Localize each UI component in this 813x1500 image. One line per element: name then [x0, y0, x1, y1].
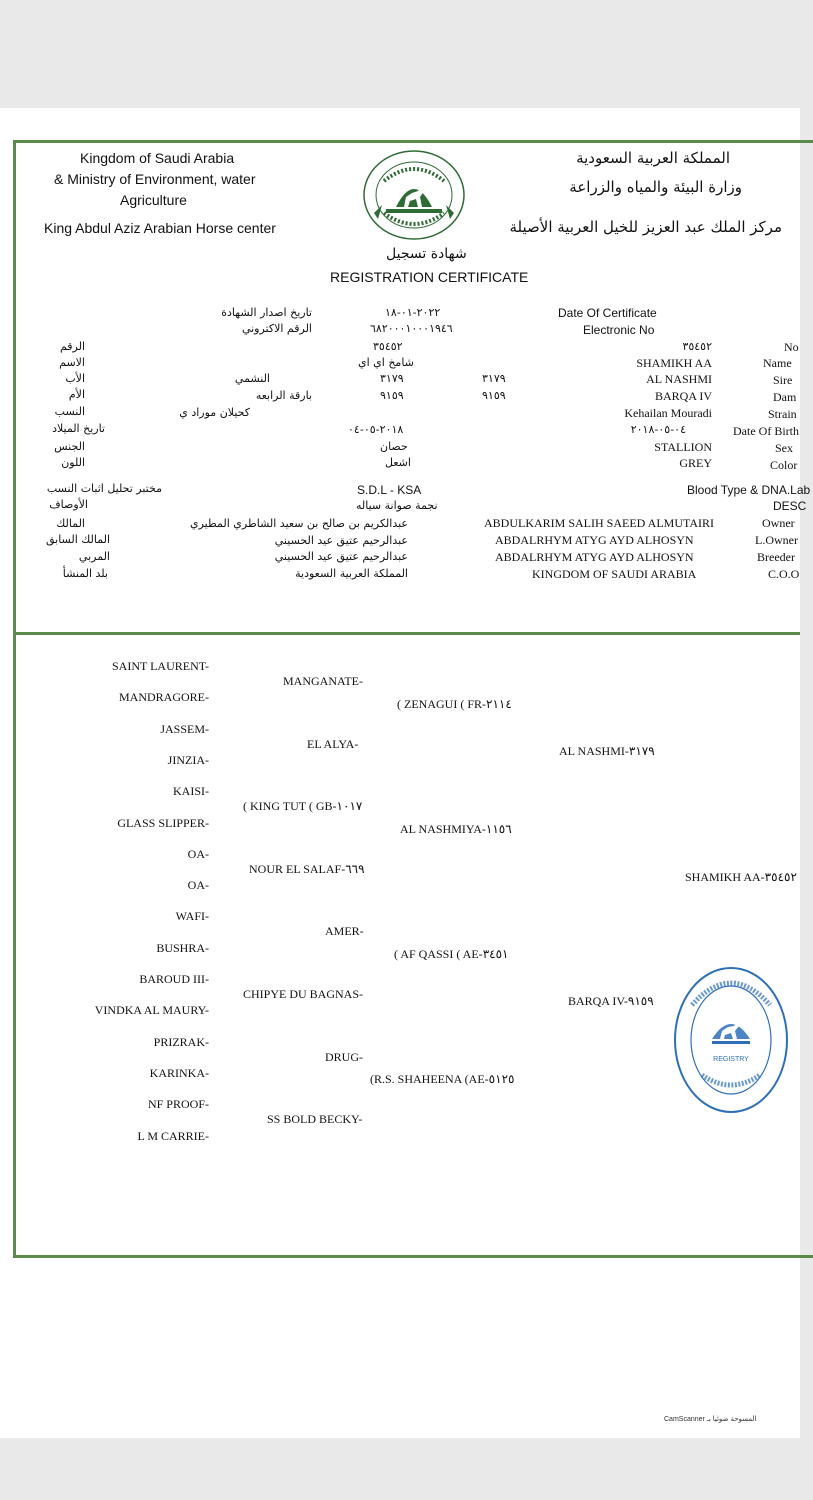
breeder-value-ar: عبدالرحيم عتيق عيد الحسيني [274, 550, 408, 563]
pedigree-sire-sire: ( ZENAGUI ( FR-٢١١٤ [397, 697, 512, 711]
pedigree-gen4-ancestor: JINZIA- [167, 752, 209, 767]
pedigree-gen4-ancestor: NF PROOF- [147, 1097, 209, 1112]
no-en-label: No [784, 340, 799, 354]
sire-ar-label: الأب [65, 372, 85, 385]
electronic-en-label: Electronic No [583, 323, 655, 337]
lowner-en-label: L.Owner [755, 533, 798, 547]
pedigree-sire-dam: AL NASHMIYA-١١٥٦ [400, 822, 512, 836]
registry-stamp [672, 965, 790, 1115]
sex-en-label: Sex [775, 441, 793, 455]
birth-value-ar: ٢٠١٨-٠٥-٠٤ [348, 423, 404, 436]
pedigree-gen3-ancestor: SS BOLD BECKY- [267, 1112, 363, 1127]
dam-en-label: Dam [773, 390, 797, 404]
owner-value-ar: عبدالكريم بن صالح بن سعيد الشاطري المطيري [190, 517, 408, 530]
lowner-value-ar: عبدالرحيم عتيق عيد الحسيني [274, 534, 408, 547]
breeder-en-label: Breeder [757, 550, 795, 564]
ministry-logo [360, 147, 468, 243]
name-value-en: SHAMIKH AA [636, 356, 712, 370]
pedigree-subject: SHAMIKH AA-٣٥٤٥٢ [685, 870, 797, 884]
pedigree-gen4-ancestor: KAISI- [173, 784, 209, 799]
lowner-ar-label: المالك السابق [45, 533, 110, 546]
pedigree-gen4-ancestor: VINDKA AL MAURY- [94, 1003, 209, 1018]
coo-value-en: KINGDOM OF SAUDI ARABIA [532, 567, 697, 581]
no-value-en: ٣٥٤٥٢ [682, 340, 712, 353]
strain-value-ar: كحيلان موراد ي [179, 406, 250, 419]
dam-no-ar: ٩١٥٩ [380, 389, 404, 402]
stamp-center-word: REGISTRY [713, 1056, 749, 1063]
pedigree-dam-dam: (R.S. SHAHEENA (AE-٥١٢٥ [370, 1072, 515, 1086]
name-ar-label: الاسم [59, 356, 85, 369]
electronic-value: ٦٨٢٠٠٠١٠٠٠١٩٤٦ [370, 322, 453, 335]
pedigree-dam: BARQA IV-٩١٥٩ [568, 994, 654, 1008]
coo-en-label: C.O.O [768, 567, 800, 581]
header-en-line3: Agriculture [120, 192, 187, 208]
strain-ar-label: النسب [54, 405, 85, 418]
sire-value-en: AL NASHMI [646, 372, 712, 386]
owner-value-en: ABDULKARIM SALIH SAEED ALMUTAIRI [484, 516, 715, 530]
birth-ar-label: تاريخ الميلاد [52, 422, 105, 435]
sire-value-ar: النشمي [234, 372, 270, 385]
pedigree-gen3-ancestor: CHIPYE DU BAGNAS- [243, 987, 364, 1001]
section-divider [13, 632, 800, 635]
birth-value-en: ٠٤-٠٥-٢٠١٨ [630, 423, 686, 436]
pedigree-gen3-ancestor: ( KING TUT ( GB-١٠١٧ [243, 799, 363, 814]
header-ar-line1: المملكة العربية السعودية [576, 149, 730, 167]
dam-no-en: ٩١٥٩ [482, 389, 506, 402]
pedigree-gen4-ancestor: OA- [187, 878, 209, 893]
pedigree-gen4-ancestor: MANDRAGORE- [119, 690, 209, 705]
sire-en-label: Sire [773, 373, 793, 387]
header-en-line2: & Ministry of Environment, water [54, 171, 256, 187]
color-value-ar: اشعل [385, 456, 411, 469]
owner-ar-label: المالك [56, 517, 85, 530]
cert-title-ar: شهادة تسجيل [386, 246, 467, 262]
dam-ar-label: الأم [68, 388, 85, 401]
pedigree-gen3-ancestor: NOUR EL SALAF-٦٦٩ [249, 861, 365, 876]
owner-en-label: Owner [762, 516, 795, 530]
cert-date-ar-label: تاريخ اصدار الشهادة [221, 306, 312, 319]
pedigree-gen4-ancestor: SAINT LAURENT- [111, 659, 209, 673]
pedigree-gen4-ancestor: JASSEM- [160, 721, 209, 736]
lab-value: S.D.L - KSA [357, 483, 422, 497]
sex-value-en: STALLION [654, 440, 712, 454]
desc-ar-label: الأوصاف [49, 498, 88, 511]
color-en-label: Color [770, 458, 798, 472]
sire-no-ar: ٣١٧٩ [380, 372, 404, 385]
pedigree-gen3-ancestor: EL ALYA- [307, 736, 359, 751]
pedigree-gen4-ancestor: GLASS SLIPPER- [117, 815, 209, 830]
color-ar-label: اللون [61, 456, 85, 469]
coo-ar-label: بلد المنشأ [62, 567, 108, 580]
lab-en-label: Blood Type & DNA.Lab [687, 483, 811, 497]
pedigree-gen4-ancestor: WAFI- [175, 909, 209, 924]
lowner-value-en: ABDALRHYM ATYG AYD ALHOSYN [495, 533, 694, 547]
sex-ar-label: الجنس [54, 440, 85, 453]
sex-value-ar: حصان [380, 440, 408, 453]
no-ar-label: الرقم [59, 340, 85, 353]
name-value-ar: شامخ اي اي [358, 356, 414, 369]
birth-en-label: Date Of Birth [733, 424, 799, 438]
pedigree-gen4-ancestor: OA- [187, 846, 209, 861]
coo-value-ar: المملكة العربية السعودية [295, 567, 408, 580]
pedigree-sire: AL NASHMI-٣١٧٩ [559, 744, 655, 758]
pedigree-gen3-ancestor: AMER- [325, 924, 364, 939]
camscanner-watermark: CamScanner المسوحة ضوئيا بـ [664, 1416, 757, 1423]
header-en-line4: King Abdul Aziz Arabian Horse center [44, 220, 276, 236]
pedigree-gen3-ancestor: DRUG- [325, 1049, 363, 1064]
dam-value-en: BARQA IV [654, 389, 712, 403]
electronic-ar-label: الرقم الاكتروني [241, 322, 312, 335]
strain-value-en: Kehailan Mouradi [624, 406, 712, 420]
cert-date-value: ٢٠٢٢-٠١-١٨ [385, 306, 441, 319]
strain-en-label: Strain [768, 407, 797, 421]
pedigree-gen4-ancestor: PRIZRAK- [153, 1034, 209, 1049]
name-en-label: Name [763, 356, 792, 370]
pedigree-gen3-ancestor: MANGANATE- [283, 674, 363, 688]
color-value-en: GREY [679, 456, 712, 470]
pedigree-dam-sire: ( AF QASSI ( AE-٣٤٥١ [394, 947, 509, 961]
cert-date-en-label: Date Of Certificate [558, 306, 657, 320]
pedigree-gen4-ancestor: BAROUD III- [139, 972, 209, 986]
desc-en-label: DESC [773, 499, 807, 513]
lab-ar-label: مختبر تحليل اثبات النسب [46, 482, 162, 495]
dam-value-ar: بارقة الرابعه [255, 389, 312, 402]
breeder-ar-label: المربي [78, 550, 110, 563]
header-ar-line2: وزارة البيئة والمياه والزراعة [569, 178, 742, 196]
pedigree-gen4-ancestor: BUSHRA- [156, 940, 209, 955]
header-en-line1: Kingdom of Saudi Arabia [80, 150, 235, 166]
desc-value-ar: نجمة صوانة سياله [356, 499, 438, 512]
sire-no-en: ٣١٧٩ [482, 372, 506, 385]
no-value-ar: ٣٥٤٥٢ [373, 340, 403, 353]
header-ar-line3: مركز الملك عبد العزيز للخيل العربية الأصيلة [509, 218, 782, 236]
pedigree-gen4-ancestor: KARINKA- [149, 1065, 209, 1080]
cert-title-en: REGISTRATION CERTIFICATE [330, 269, 529, 285]
breeder-value-en: ABDALRHYM ATYG AYD ALHOSYN [495, 550, 694, 564]
pedigree-gen4-ancestor: L M CARRIE- [137, 1128, 209, 1143]
